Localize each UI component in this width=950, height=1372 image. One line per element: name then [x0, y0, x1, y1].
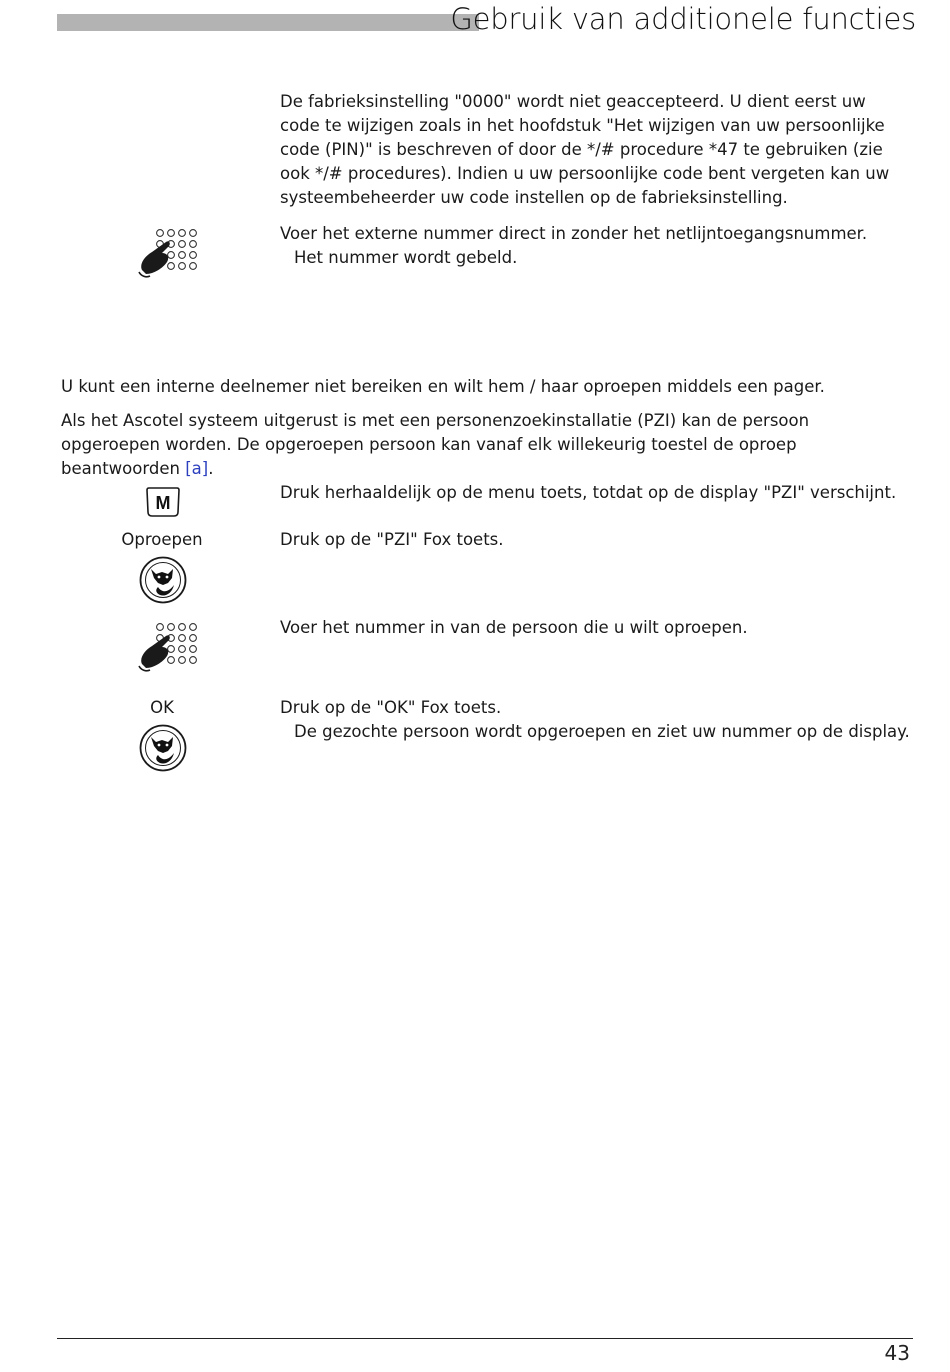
keypad-dial-icon: [136, 226, 204, 278]
pager-description-end: .: [208, 459, 214, 478]
pin-info-paragraph: De fabrieksinstelling "0000" wordt niet geaccepteerd. U dient eerst uw code te wijzigen zoals in het hoofdstuk "Het wijzigen van uw persoonlijke code (PIN)" is beschreven of door de */# procedure *47 te gebruiken (zie ook */# procedures). Indien u uw persoonlijke code bent vergeten kan uw systeembeheerder uw code instellen op de fabrieksinstelling.: [280, 92, 890, 207]
step-ok-instruction: Druk op de "OK" Fox toets.: [280, 698, 502, 717]
footer-rule: [57, 1338, 913, 1339]
page-number: 43: [884, 1341, 910, 1365]
oproepen-label: Oproepen: [121, 530, 203, 549]
fox-key-icon[interactable]: [138, 723, 188, 773]
ok-label: OK: [150, 698, 174, 717]
header-bar: [57, 14, 479, 31]
pager-description-text: Als het Ascotel systeem uitgerust is met een personenzoekinstallatie (PZI) kan de persoon opgeroepen worden. De opgeroepen persoon kan vanaf elk willekeurig toestel de oproep beantwoorden: [61, 411, 810, 478]
dial-step-instruction: Voer het externe nummer direct in zonder het netlijntoegangsnummer.: [280, 224, 868, 243]
pager-description: [61, 409, 911, 481]
dial-step-result: Het nummer wordt gebeld.: [294, 248, 518, 267]
reference-link[interactable]: [a]: [185, 459, 209, 478]
step-ok-result: De gezochte persoon wordt opgeroepen en ziet uw nummer op de display.: [294, 722, 910, 741]
step-enter-number-text: Voer het nummer in van de persoon die u wilt oproepen.: [280, 618, 748, 637]
step-menu-text: Druk herhaaldelijk op de menu toets, totdat op de display "PZI" verschijnt.: [280, 483, 897, 502]
dial-step-text: [280, 222, 905, 270]
menu-key-glyph: M: [155, 493, 171, 513]
page-title: Gebruik van additionele functies: [450, 2, 916, 36]
step-pzi-text: Druk op de "PZI" Fox toets.: [280, 530, 504, 549]
step-ok-text: [280, 696, 920, 744]
pager-intro: U kunt een interne deelnemer niet bereiken en wilt hem / haar oproepen middels een pager.: [61, 377, 825, 396]
fox-key-icon[interactable]: [138, 555, 188, 605]
menu-key-icon: [144, 486, 182, 518]
keypad-dial-icon: [136, 620, 204, 672]
